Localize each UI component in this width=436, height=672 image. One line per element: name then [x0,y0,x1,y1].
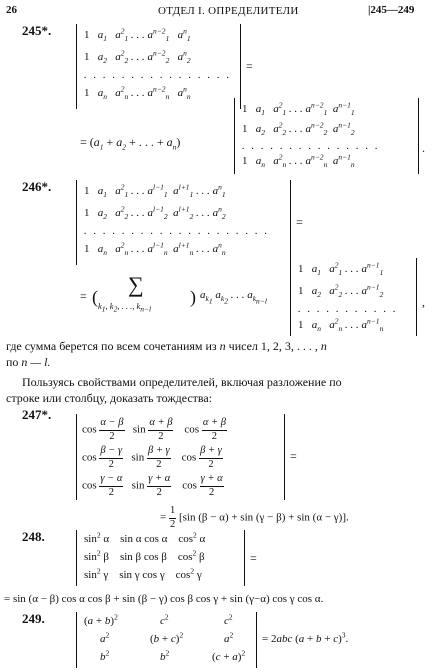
problem-range: |245—249 [368,4,415,16]
det-bar-left [76,414,77,500]
det-cell: $(b + c)^2$ [150,630,184,645]
open-paren: ( [92,287,98,307]
det-dots-row: . . . . . . . . . . . . . . . [242,140,380,152]
sum-note-expr: n — l. [21,355,51,369]
sum-factor: = ($a_1 + a_2$ + . . . + $a_n$) [80,135,181,152]
result-expression: = $\frac{1}{2}$ [sin (β − α) + sin (γ − β) + sin (α − γ)]. [160,505,349,530]
det-bar-left [76,24,77,109]
det-cell: $a^2$ [100,630,110,645]
det-row: $(a + b)^2$ [84,612,118,627]
det-row: 1 $a_1$ $a^2_1$ . . . $a^{n-2}_1$ $a^n_1$ [84,26,191,44]
sigma-symbol: ∑ [128,272,144,297]
sum-note-var: n [219,339,226,353]
sum-note-line [6,340,327,352]
det-dots-row: . . . . . . . . . . . [298,303,398,315]
det-cell: $(c + a)^2$ [212,648,246,663]
det-row: 1 $a_n$ $a^2_n$ . . . $a^{n-2}_n$ $a^{n-1}_n$ [242,152,355,170]
intro-text: Пользуясь свойствами определителей, включая разложение по [22,375,342,389]
det-cell: $c^2$ [160,612,169,627]
det-bar-right [240,24,241,109]
det-row: $\sin^2 \gamma$ sin γ cos γ $\cos^2 \gamma$ [84,566,202,581]
sum-note-text: по [6,355,19,369]
intro-text: строке или столбцу, доказать тождества: [6,391,213,405]
running-title: ОТДЕЛ I. ОПРЕДЕЛИТЕЛИ [158,5,299,17]
det-bar-left [76,180,77,265]
det-row: cos $\frac{\alpha - \beta}{2}$ sin $\frac{\alpha + \beta}{2}$ cos $\frac{\alpha + \beta}{2}$ [82,417,226,442]
page-number: 26 [6,4,17,16]
det-cell: $b^2$ [100,648,110,663]
problem-number-245: 245*. [22,23,52,38]
det-row: 1 $a_2$ $a^2_2$ . . . $a^{n-2}_2$ $a^n_2$ [84,48,191,66]
det-bar-left [234,98,235,174]
det-bar-right [416,258,417,336]
det-row: 1 $a_1$ $a^2_1$ . . . $a^{n-1}_1$ [298,260,384,278]
sum-index: $k_1$, $k_2$, . . ., $k_{n-l}$ [98,301,152,314]
det-dots-row: . . . . . . . . . . . . . . . . . . . . [84,225,270,237]
det-row: 1 $a_n$ $a^2_n$ . . . $a^{l-1}_n$ $a^{l+1}_n$ . . . $a^n_n$ [84,240,226,258]
problem-number-247: 247*. [22,407,52,422]
det-row: 1 $a_2$ $a^2_2$ . . . $a^{n-2}_2$ $a^{n-1}_2$ [242,120,355,138]
equals-sign: = [246,59,253,73]
comma: , [422,295,425,309]
det-row: $\sin^2 \alpha$ sin α cos α $\cos^2 \alpha$ [84,530,206,545]
sum-note-line [6,356,50,368]
det-row: $\sin^2 \beta$ sin β cos β $\cos^2 \beta$ [84,548,205,563]
close-paren: ) [190,287,196,307]
equals-sign: = [80,289,87,303]
det-row: 1 $a_2$ $a^2_2$ . . . $a^{n-1}_2$ [298,282,384,300]
sum-note-var: n [320,339,327,353]
det-row: 1 $a_n$ $a^2_n$ . . . $a^{n-2}_n$ $a^n_n$ [84,84,191,102]
det-row: cos $\frac{\beta - \gamma}{2}$ sin $\frac{\beta + \gamma}{2}$ cos $\frac{\beta + \gamma}{2}$ [82,445,222,470]
result-expression: = 2abc $(a + b + c)^3$. [262,630,349,645]
equals-sign: = [250,551,257,565]
det-dots-row: . . . . . . . . . . . . . . . . [84,69,232,81]
det-cell: $c^2$ [224,612,233,627]
det-cell: $a^2$ [224,630,234,645]
result-expression: = sin (α − β) cos α cos β + sin (β − γ) cos β cos γ + sin (γ−α) cos γ cos α. [4,593,324,605]
problem-number-249: 249. [22,611,45,626]
det-row: 1 $a_1$ $a^2_1$ . . . $a^{n-2}_1$ $a^{n-1}_1$ [242,100,355,118]
det-bar-left [76,612,77,668]
det-bar-right [284,414,285,500]
problem-number-246: 246*. [22,179,52,194]
equals-sign: = [290,449,297,463]
det-row: 1 $a_1$ $a^2_1$ . . . $a^{l-1}_1$ $a^{l+1}_1$ . . . $a^n_1$ [84,182,226,200]
det-bar-right [290,180,291,265]
problem-number-248: 248. [22,529,45,544]
sum-note-text: чисел 1, 2, 3, . . . , [228,339,318,353]
det-bar-left [76,530,77,586]
det-bar-right [256,612,257,668]
det-bar-right [244,530,245,586]
det-row: 1 $a_2$ $a^2_2$ . . . $a^{l-1}_2$ $a^{l+1}_2$ . . . $a^n_2$ [84,204,226,222]
det-row: 1 $a_n$ $a^2_n$ . . . $a^{n-1}_n$ [298,316,384,334]
period: . [422,141,425,155]
sum-terms: $a_{k_1}$ $a_{k_2}$ . . . $a_{k_{n-l}}$ [200,289,267,306]
det-cell: $b^2$ [160,648,170,663]
det-bar-right [418,98,419,174]
det-row: cos $\frac{\gamma - \alpha}{2}$ sin $\frac{\gamma + \alpha}{2}$ cos $\frac{\gamma + \alpha}{2}$ [82,473,223,498]
sum-note-text: где сумма берется по всем сочетаниям из [6,339,217,353]
det-bar-left [290,258,291,336]
equals-sign: = [296,215,303,229]
